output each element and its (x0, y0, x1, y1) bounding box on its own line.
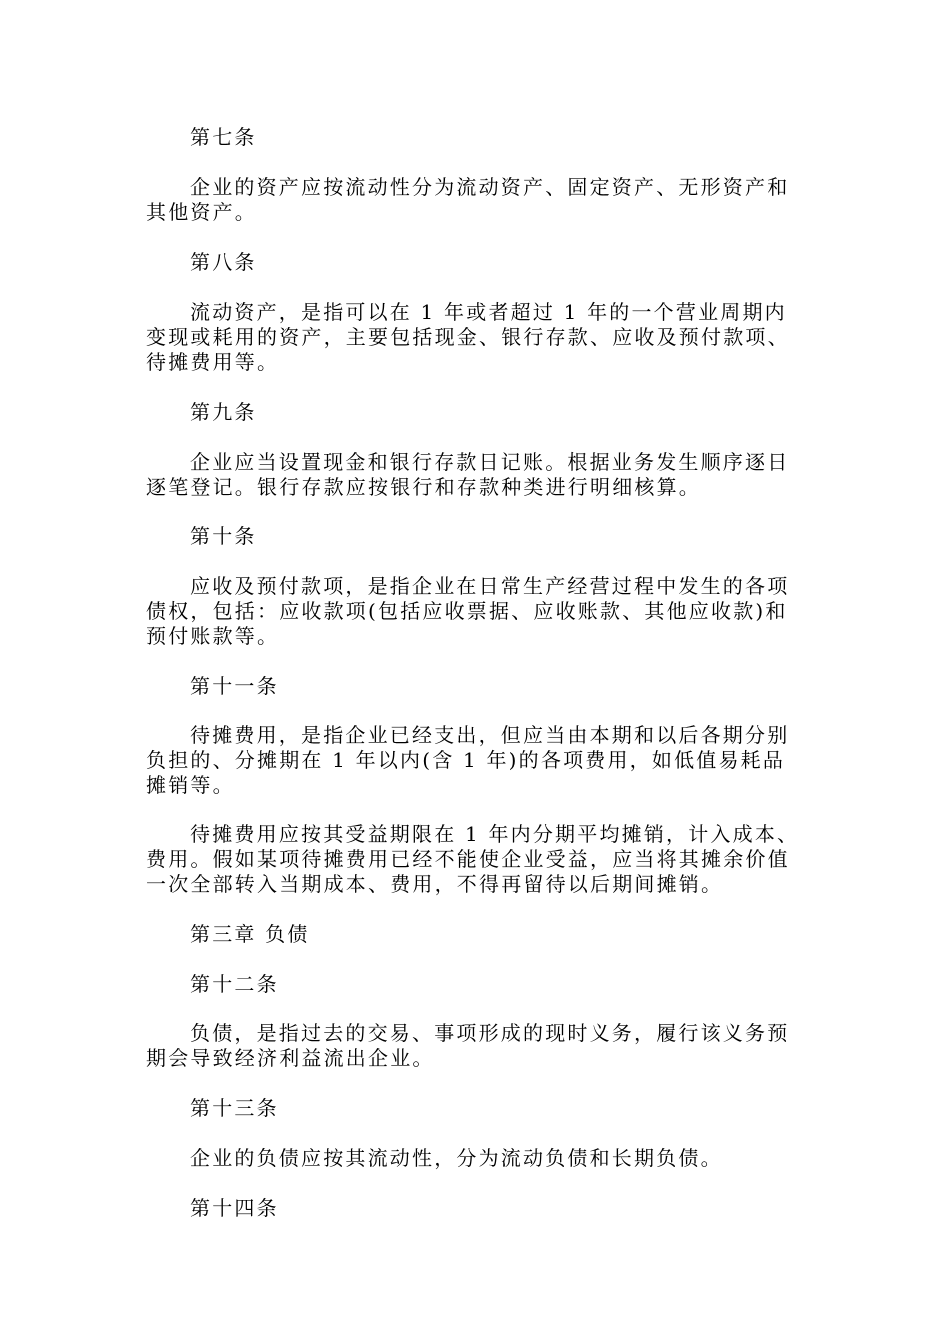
chapter-heading-3: 第三章 负债 (190, 922, 310, 946)
article-12-paragraph: 负债，是指过去的交易、事项形成的现时义务，履行该义务预期会导致经济利益流出企业。 (146, 1021, 790, 1070)
article-8-paragraph: 流动资产，是指可以在 1 年或者超过 1 年的一个营业周期内变现或耗用的资产，主要包括现金、银行存款、应收及预付款项、待摊费用等。 (146, 300, 790, 374)
article-heading-9: 第九条 (190, 400, 257, 424)
article-heading-14: 第十四条 (190, 1196, 279, 1220)
article-heading-10: 第十条 (190, 524, 257, 548)
article-heading-11: 第十一条 (190, 674, 279, 698)
article-9-paragraph: 企业应当设置现金和银行存款日记账。根据业务发生顺序逐日逐笔登记。银行存款应按银行和存款种类进行明细核算。 (146, 450, 790, 499)
article-10-paragraph: 应收及预付款项，是指企业在日常生产经营过程中发生的各项债权，包括：应收款项(包括应收票据、应收账款、其他应收款)和预付账款等。 (146, 574, 790, 648)
article-11-paragraph-1: 待摊费用，是指企业已经支出，但应当由本期和以后各期分别负担的、分摊期在 1 年以内(含 1 年)的各项费用，如低值易耗品摊销等。 (146, 723, 790, 797)
article-11-paragraph-2: 待摊费用应按其受益期限在 1 年内分期平均摊销，计入成本、费用。假如某项待摊费用已经不能使企业受益，应当将其摊余价值一次全部转入当期成本、费用，不得再留待以后期间摊销。 (146, 822, 800, 896)
article-heading-8: 第八条 (190, 250, 257, 274)
article-heading-12: 第十二条 (190, 972, 279, 996)
article-13-paragraph: 企业的负债应按其流动性，分为流动负债和长期负债。 (190, 1146, 723, 1170)
article-7-paragraph: 企业的资产应按流动性分为流动资产、固定资产、无形资产和其他资产。 (146, 175, 790, 224)
article-heading-13: 第十三条 (190, 1096, 279, 1120)
article-heading-7: 第七条 (190, 125, 257, 149)
